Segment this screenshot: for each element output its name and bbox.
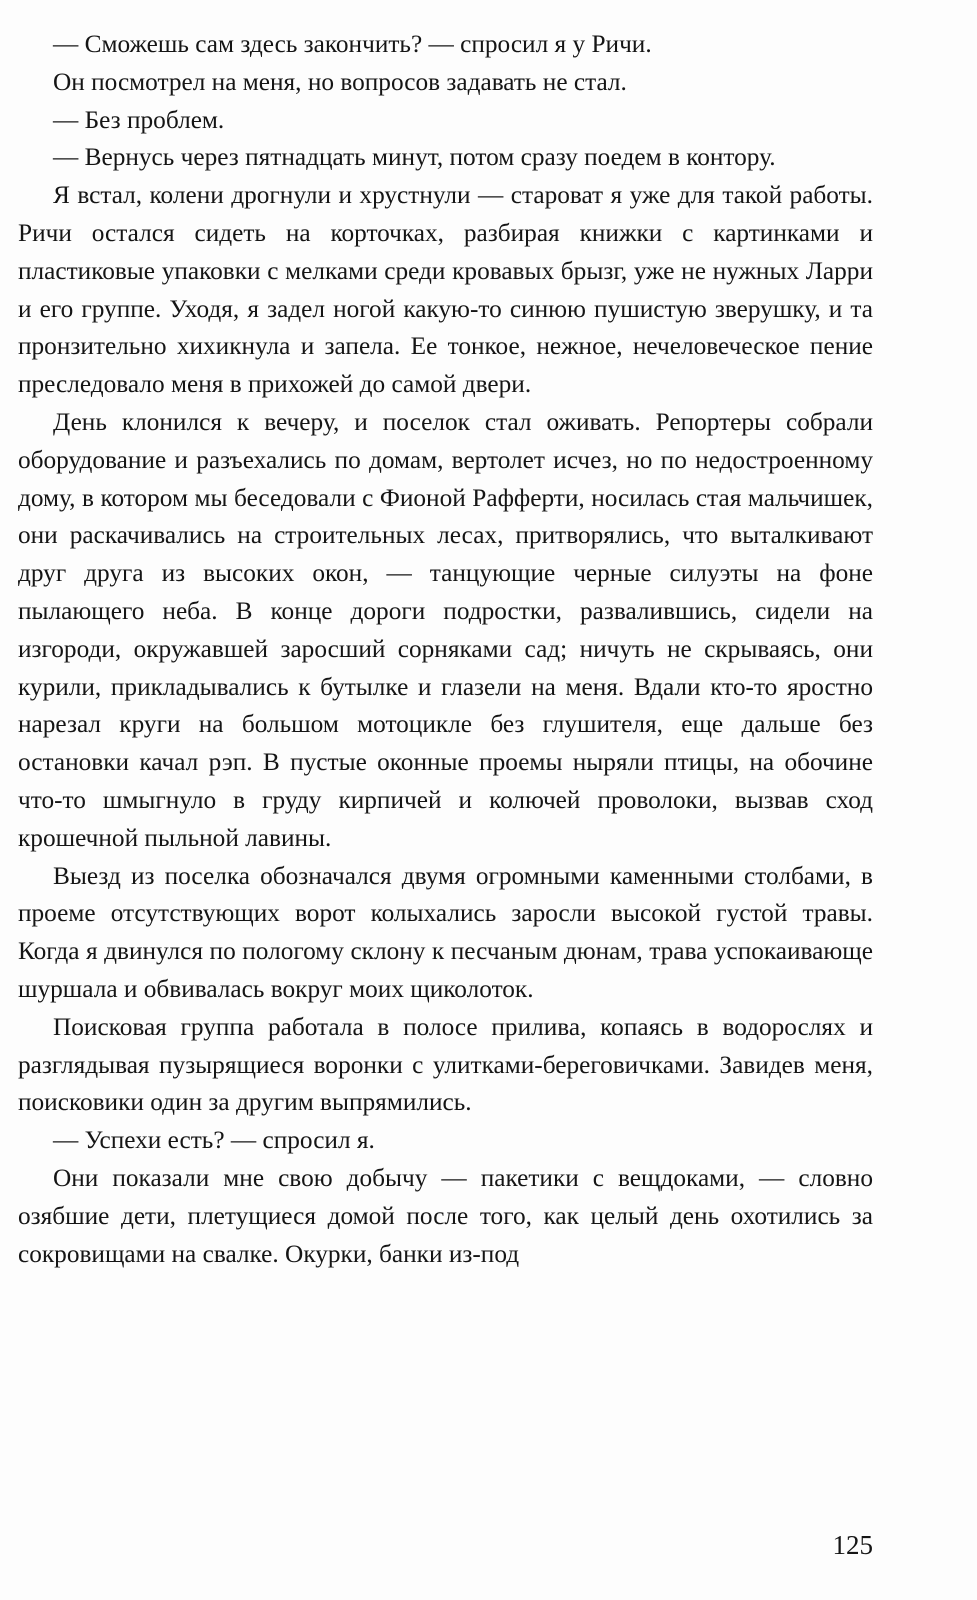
paragraph: Выезд из поселка обозначался двумя огромными каменными столбами, в проеме отсутствующих ворот колыхались заросли высокой густой травы. Когда я двинулся по пологому склону к песчаным дюнам, трава успокаивающе шуршала и обвивалась вокруг моих щиколоток. [18,861,873,1003]
body-text [18,26,873,1273]
paragraph: — Сможешь сам здесь закончить? — спросил я у Ричи. [53,30,652,58]
paragraph: Я встал, колени дрогнули и хрустнули — староват я уже для такой работы. Ричи остался сидеть на корточках, разбирая книжки с картинками и пластиковые упаковки с мелками среди кровавых брызг, уже не нужных Ларри и его группе. Уходя, я задел ногой какую-то синюю пушистую зверушку, и та пронзительно хихикнула и запела. Ее тонкое, нежное, нечеловеческое пение преследовало меня в прихожей до самой двери. [18,181,873,399]
paragraph: Они показали мне свою добычу — пакетики с вещдоками, — словно озябшие дети, плетущиеся домой после того, как целый день охотились за сокровищами на свалке. Окурки, банки из-под [18,1163,873,1268]
paragraph: — Вернусь через пятнадцать минут, потом сразу поедем в контору. [53,143,776,172]
paragraph: — Успехи есть? — спросил я. [53,1126,375,1155]
paragraph: Он посмотрел на меня, но вопросов задавать не стал. [53,67,627,96]
page-number: 125 [832,1530,873,1560]
paragraph: Поисковая группа работала в полосе прилива, копаясь в водорослях и разглядывая пузырящиеся воронки с улитками-береговичками. Завидев меня, поисковики один за другим выпрямились. [18,1012,873,1117]
paragraph: День клонился к вечеру, и поселок стал оживать. Репортеры собрали оборудование и разъехались по домам, вертолет исчез, но по недостроенному дому, в котором мы беседовали с Фионой Рафферти, носилась стая мальчишек, они раскачивались на строительных лесах, притворялись, что выталкивают друг друга из высоких окон, — танцующие черные силуэты на фоне пылающего неба. В конце дороги подростки, развалившись, сидели на изгороди, окружавшей заросший сорняками сад; ничуть не скрываясь, они курили, прикладывались к бутылке и глазели на меня. Вдали кто-то яростно нарезал круги на большом мотоцикле без глушителя, еще дальше без остановки качал рэп. В пустые оконные проемы ныряли птицы, на обочине что-то шмыгнуло в груду кирпичей и колючей проволоки, вызвав сход крошечной пыльной лавины. [18,407,873,852]
paragraph: — Без проблем. [53,105,225,134]
